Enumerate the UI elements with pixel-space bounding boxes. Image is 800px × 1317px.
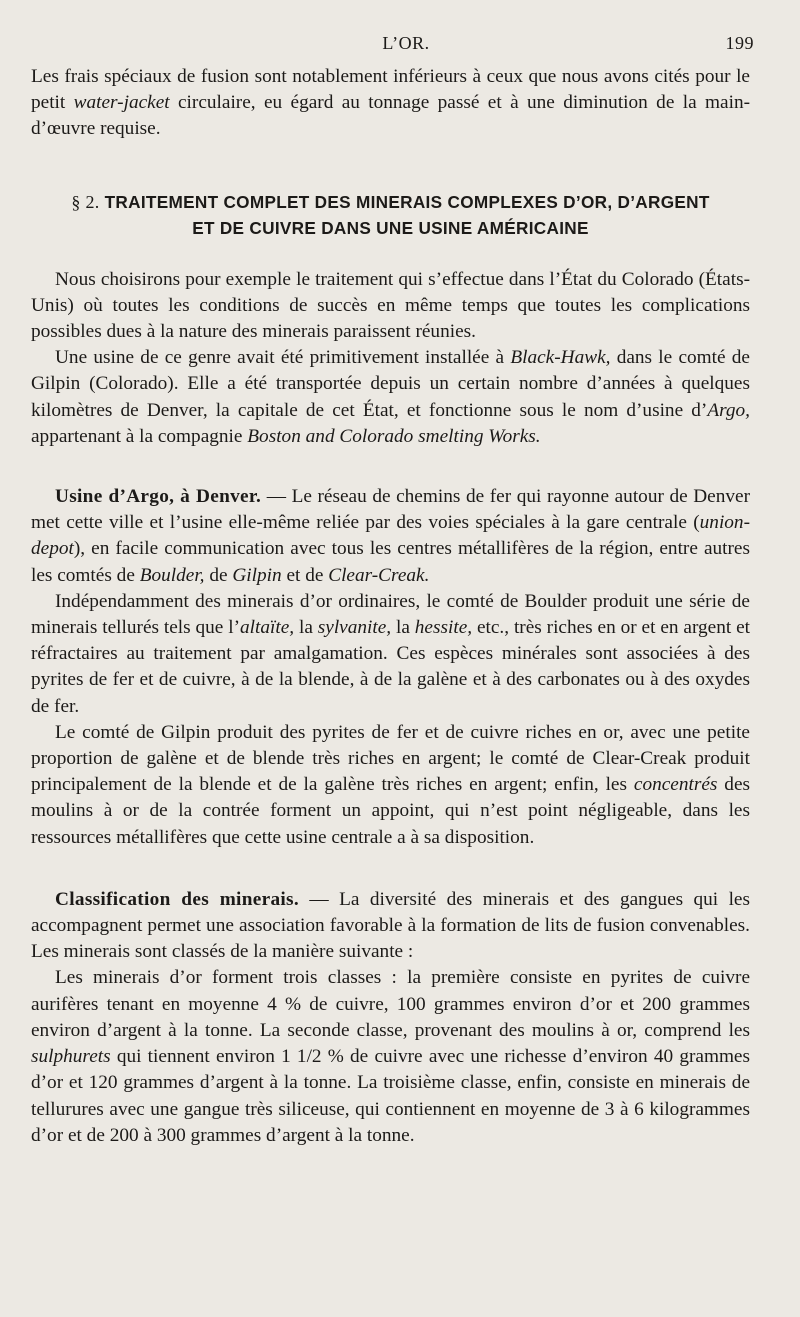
running-head — [58, 33, 754, 57]
section-title-line-1: TRAITEMENT COMPLET DES MINERAIS COMPLEXES D’OR, D’ARGENT — [104, 191, 710, 212]
section-heading — [31, 189, 750, 241]
body-text — [31, 64, 750, 1149]
paragraph-gilpin: Le comté de Gilpin produit des pyrites de fer et de cuivre riches en or, avec une petite proportion de galène et de blende très riches en argent; le comté de Clear-Creak produit principalement de la blende et de la galène très riches en argent; enfin, les concentrés des moulins à or de la contrée forment un appoint, qui n’est point négligeable, dans les ressources métallifères que cette usine centrale a à sa disposition. — [31, 721, 751, 848]
run-in-heading-argo: Usine d’Argo, à Denver. — [55, 486, 262, 508]
paragraph-usine: Une usine de ce genre avait été primitivement installée à Black-Hawk, dans le comté de Gilpin (Colorado). Elle a été transportée depuis un certain nombre d’années à quelques kilomètres de Denver, la capitale de cet État, et fonctionne sous le nom d’usine d’Argo, appartenant à la compagnie Boston and Colorado smelting Works. — [31, 347, 750, 447]
page-number: 199 — [725, 33, 754, 53]
running-title: L’OR. — [382, 33, 430, 53]
paragraph-argo: Usine d’Argo, à Denver. — Le réseau de chemins de fer qui rayonne autour de Denver met cette ville et l’usine elle-même reliée par des voies spéciales à la gare centrale (union-depot), en facile communication avec tous les centres métallifères de la région, entre autres les comtés de Boulder, de Gilpin et de Clear-Creak. — [31, 486, 750, 586]
paragraph-intro: Les frais spéciaux de fusion sont notablement inférieurs à ceux que nous avons cités pour le petit water-jacket circulaire, eu égard au tonnage passé et à une diminution de la main-d’œuvre requise. — [31, 66, 751, 140]
italic-term: water-jacket — [73, 92, 170, 114]
section-number: § 2. — [71, 191, 100, 212]
paragraph-boulder: Indépendamment des minerais d’or ordinaires, le comté de Boulder produit une série de minerais tellurés tels que l’altaïte, la sylvanite, la hessite, etc., très riches en or et en argent et réfractaires au traitement par amalgamation. Ces espèces minérales sont associées à des pyrites de fer et de cuivre, à de la blende, à de la galène et à des carbonates ou à des oxydes de fer. — [31, 590, 750, 717]
section-title-line-2: ET DE CUIVRE DANS UNE USINE AMÉRICAINE — [192, 217, 589, 238]
paragraph-colorado: Nous choisirons pour exemple le traitement qui s’effectue dans l’État du Colorado (États-Unis) où toutes les conditions de succès en même temps que toutes les complications possibles dues à la nature des minerais paraissent réunies. — [31, 268, 750, 343]
run-in-heading-classification: Classification des minerais. — [55, 888, 299, 910]
paragraph-classes: Les minerais d’or forment trois classes : la première consiste en pyrites de cuivre aurifères tenant en moyenne 4 % de cuivre, 100 grammes environ d’or et 200 grammes environ d’argent à la tonne. La seconde classe, provenant des moulins à or, comprend les sulphurets qui tiennent environ 1 1/2 % de cuivre avec une richesse d’environ 40 grammes d’or et 120 grammes d’argent à la tonne. La troisième classe, enfin, consiste en minerais de tellurures avec une gangue très siliceuse, qui contiennent en moyenne de 3 à 6 kilogrammes d’or et de 200 à 300 grammes d’argent à la tonne. — [31, 967, 750, 1146]
paragraph-classification: Classification des minerais. — La diversité des minerais et des gangues qui les accompagnent permet une association favorable à la formation de lits de fusion convenables. Les minerais sont classés de la manière suivante : — [31, 888, 750, 963]
